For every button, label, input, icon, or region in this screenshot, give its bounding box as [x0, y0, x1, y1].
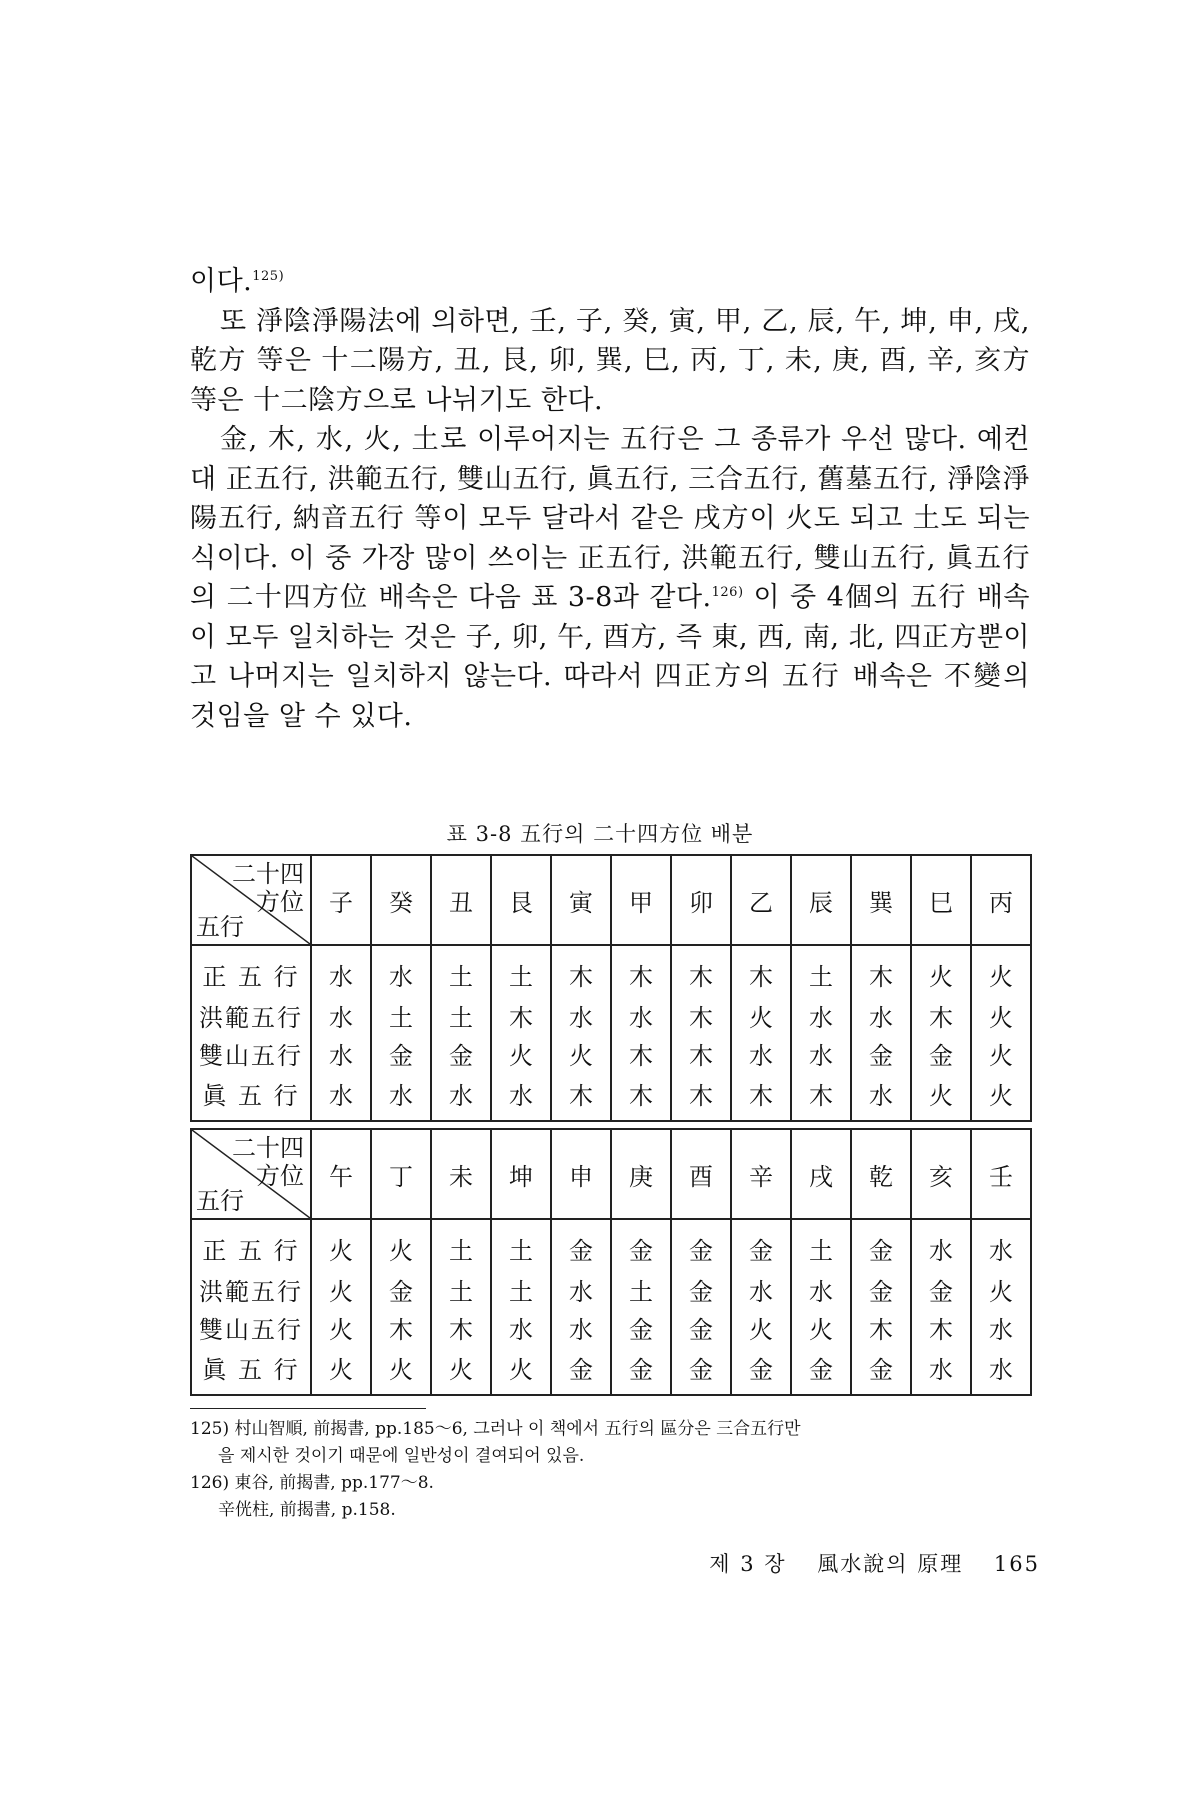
row-label: 正 五 行 [191, 945, 311, 996]
element-cell: 水 [551, 1270, 611, 1308]
element-cell: 金 [611, 1219, 671, 1270]
element-cell: 火 [971, 996, 1031, 1034]
row-label: 正 五 行 [191, 1219, 311, 1270]
element-cell: 水 [311, 1034, 371, 1072]
direction-header: 寅 [551, 855, 611, 945]
corner-label-line1: 二十四 [232, 860, 304, 888]
row-label: 眞 五 行 [191, 1072, 311, 1121]
element-cell: 金 [791, 1346, 851, 1395]
element-cell: 金 [671, 1346, 731, 1395]
element-cell: 土 [791, 945, 851, 996]
element-cell: 土 [791, 1219, 851, 1270]
direction-header: 亥 [911, 1129, 971, 1219]
element-cell: 木 [671, 996, 731, 1034]
paragraph-1 [190, 262, 1030, 302]
element-cell: 木 [791, 1072, 851, 1121]
footnote-125: 125) 村山智順, 前揭書, pp.185～6, 그러나 이 책에서 五行의 區分은 三合五行만 [190, 1419, 801, 1439]
body-text [190, 262, 1030, 736]
element-cell: 土 [431, 1219, 491, 1270]
element-cell: 火 [911, 1072, 971, 1121]
element-cell: 木 [431, 1308, 491, 1346]
direction-header: 乾 [851, 1129, 911, 1219]
element-cell: 水 [611, 996, 671, 1034]
table-part-2 [190, 1128, 1032, 1396]
corner-header-cell [191, 1129, 311, 1219]
direction-header: 酉 [671, 1129, 731, 1219]
element-cell: 土 [431, 945, 491, 996]
element-cell: 金 [731, 1219, 791, 1270]
element-cell: 火 [491, 1346, 551, 1395]
paragraph-3 [190, 420, 1030, 736]
element-cell: 土 [491, 1270, 551, 1308]
element-cell: 金 [671, 1308, 731, 1346]
chapter-label: 제 3 장 [709, 1552, 787, 1576]
direction-header: 癸 [371, 855, 431, 945]
direction-header: 巽 [851, 855, 911, 945]
element-cell: 火 [551, 1034, 611, 1072]
element-cell: 水 [971, 1346, 1031, 1395]
element-cell: 火 [311, 1308, 371, 1346]
element-cell: 木 [551, 1072, 611, 1121]
row-label: 洪範五行 [191, 1270, 311, 1308]
element-cell: 水 [491, 1308, 551, 1346]
direction-header: 壬 [971, 1129, 1031, 1219]
element-cell: 水 [371, 1072, 431, 1121]
table-part-1-body [191, 945, 1031, 1121]
element-cell: 火 [491, 1034, 551, 1072]
element-cell: 水 [731, 1034, 791, 1072]
element-cell: 火 [371, 1346, 431, 1395]
row-label: 洪範五行 [191, 996, 311, 1034]
element-cell: 土 [611, 1270, 671, 1308]
table-row [191, 1346, 1031, 1395]
corner-header-cell [191, 855, 311, 945]
element-cell: 火 [971, 1270, 1031, 1308]
element-cell: 水 [851, 996, 911, 1034]
element-cell: 火 [731, 1308, 791, 1346]
table-part-2-body [191, 1219, 1031, 1395]
row-label: 雙山五行 [191, 1034, 311, 1072]
element-cell: 木 [851, 945, 911, 996]
direction-header: 艮 [491, 855, 551, 945]
paragraph-3-text-b: 이 중 4個의 五行 배속이 모두 일치하는 것은 子, 卯, 午, 酉方, 즉 東, 西, 南, 北, 四正方뿐이고 나머지는 일치하지 않는다. 따라서 四正方의 五行 배속은 不變의 것임을 알 수 있다. [190, 582, 1030, 732]
element-cell: 水 [311, 945, 371, 996]
element-cell: 水 [911, 1219, 971, 1270]
direction-header: 未 [431, 1129, 491, 1219]
element-cell: 水 [911, 1346, 971, 1395]
paragraph-2: 또 淨陰淨陽法에 의하면, 壬, 子, 癸, 寅, 甲, 乙, 辰, 午, 坤, 申, 戌, 乾方 等은 十二陽方, 丑, 艮, 卯, 巽, 巳, 丙, 丁, 未, 庚, 酉, 辛, 亥方 等은 十二陰方으로 나뉘기도 한다. [190, 305, 1030, 416]
table-part-1 [190, 854, 1032, 1122]
direction-header: 乙 [731, 855, 791, 945]
element-cell: 水 [311, 996, 371, 1034]
element-cell: 木 [911, 1308, 971, 1346]
element-cell: 金 [731, 1346, 791, 1395]
element-cell: 木 [851, 1308, 911, 1346]
element-cell: 金 [851, 1219, 911, 1270]
direction-header: 辛 [731, 1129, 791, 1219]
element-cell: 木 [551, 945, 611, 996]
footnote-125-continued: 을 제시한 것이기 때문에 일반성이 결여되어 있음. [218, 1446, 585, 1466]
element-cell: 水 [371, 945, 431, 996]
direction-header: 戌 [791, 1129, 851, 1219]
direction-header: 卯 [671, 855, 731, 945]
direction-header: 丁 [371, 1129, 431, 1219]
element-cell: 水 [551, 1308, 611, 1346]
element-cell: 金 [851, 1034, 911, 1072]
element-cell: 水 [971, 1308, 1031, 1346]
element-cell: 金 [551, 1346, 611, 1395]
table-row [191, 1034, 1031, 1072]
footnotes [190, 1416, 1030, 1524]
corner-element-label: 五行 [196, 1187, 244, 1215]
corner-label-line2: 方位 [256, 1162, 304, 1190]
element-cell: 火 [971, 945, 1031, 996]
element-cell: 火 [371, 1219, 431, 1270]
element-cell: 金 [611, 1308, 671, 1346]
element-cell: 水 [311, 1072, 371, 1121]
direction-header: 坤 [491, 1129, 551, 1219]
direction-header: 甲 [611, 855, 671, 945]
running-footer [687, 1548, 1040, 1578]
element-cell: 土 [431, 1270, 491, 1308]
row-label: 雙山五行 [191, 1308, 311, 1346]
element-cell: 火 [311, 1219, 371, 1270]
footnote-126: 126) 東谷, 前揭書, pp.177～8. [190, 1473, 434, 1493]
table-row [191, 1072, 1031, 1121]
element-cell: 木 [491, 996, 551, 1034]
table-header-row [191, 855, 1031, 945]
table-row [191, 1219, 1031, 1270]
element-cell: 火 [431, 1346, 491, 1395]
element-cell: 金 [911, 1034, 971, 1072]
footnote-divider [190, 1408, 426, 1409]
chapter-title: 風水說의 原理 [817, 1552, 964, 1576]
direction-header: 子 [311, 855, 371, 945]
element-cell: 木 [731, 1072, 791, 1121]
element-cell: 木 [671, 1072, 731, 1121]
element-cell: 火 [731, 996, 791, 1034]
element-cell: 土 [491, 945, 551, 996]
element-cell: 木 [911, 996, 971, 1034]
element-cell: 火 [911, 945, 971, 996]
element-cell: 金 [551, 1219, 611, 1270]
element-cell: 金 [911, 1270, 971, 1308]
element-cell: 水 [491, 1072, 551, 1121]
element-cell: 水 [791, 1034, 851, 1072]
table-row [191, 996, 1031, 1034]
table-row [191, 1270, 1031, 1308]
table-row [191, 1308, 1031, 1346]
element-cell: 金 [671, 1270, 731, 1308]
element-cell: 水 [791, 1270, 851, 1308]
direction-header: 庚 [611, 1129, 671, 1219]
direction-header: 巳 [911, 855, 971, 945]
element-cell: 水 [431, 1072, 491, 1121]
footnote-126-continued: 辛侊柱, 前揭書, p.158. [218, 1500, 396, 1520]
element-cell: 火 [971, 1034, 1031, 1072]
element-cell: 木 [611, 1034, 671, 1072]
direction-header: 午 [311, 1129, 371, 1219]
element-cell: 木 [371, 1308, 431, 1346]
element-cell: 木 [671, 1034, 731, 1072]
direction-header: 辰 [791, 855, 851, 945]
direction-header: 申 [551, 1129, 611, 1219]
element-cell: 金 [851, 1346, 911, 1395]
paragraph-1-text: 이다. [190, 266, 253, 297]
corner-label-line1: 二十四 [232, 1134, 304, 1162]
element-cell: 水 [851, 1072, 911, 1121]
element-cell: 金 [671, 1219, 731, 1270]
element-cell: 金 [431, 1034, 491, 1072]
element-cell: 火 [311, 1270, 371, 1308]
element-cell: 土 [371, 996, 431, 1034]
corner-label-line2: 方位 [256, 888, 304, 916]
footnote-ref-126: 126) [711, 585, 744, 600]
element-cell: 金 [611, 1346, 671, 1395]
element-cell: 水 [551, 996, 611, 1034]
row-label: 眞 五 行 [191, 1346, 311, 1395]
direction-header: 丑 [431, 855, 491, 945]
page-number: 165 [993, 1552, 1040, 1576]
table-header-row [191, 1129, 1031, 1219]
paragraph-3-text-a: 金, 木, 水, 火, 土로 이루어지는 五行은 그 종류가 우선 많다. 예컨대 正五行, 洪範五行, 雙山五行, 眞五行, 三合五行, 舊墓五行, 淨陰淨陽五行, 納音五行 等이 모두 달라서 같은 戌方이 火도 되고 土도 되는 식이다. 이 중 가장 많이 쓰이는 正五行, 洪範五行, 雙山五行, 眞五行의 二十四方位 배속은 다음 표 3-8과 같다. [190, 424, 1030, 613]
table-row [191, 945, 1031, 996]
element-cell: 金 [371, 1034, 431, 1072]
five-elements-table [190, 854, 1030, 1396]
element-cell: 水 [731, 1270, 791, 1308]
table-title: 표 3-8 五行의 二十四方位 배분 [446, 822, 754, 846]
element-cell: 火 [791, 1308, 851, 1346]
element-cell: 木 [671, 945, 731, 996]
element-cell: 火 [311, 1346, 371, 1395]
element-cell: 木 [611, 945, 671, 996]
element-cell: 火 [971, 1072, 1031, 1121]
element-cell: 土 [491, 1219, 551, 1270]
element-cell: 水 [791, 996, 851, 1034]
element-cell: 土 [431, 996, 491, 1034]
element-cell: 木 [731, 945, 791, 996]
element-cell: 金 [851, 1270, 911, 1308]
direction-header: 丙 [971, 855, 1031, 945]
element-cell: 水 [971, 1219, 1031, 1270]
footnote-ref-125: 125) [252, 269, 285, 284]
element-cell: 木 [611, 1072, 671, 1121]
element-cell: 金 [371, 1270, 431, 1308]
corner-element-label: 五行 [196, 913, 244, 941]
